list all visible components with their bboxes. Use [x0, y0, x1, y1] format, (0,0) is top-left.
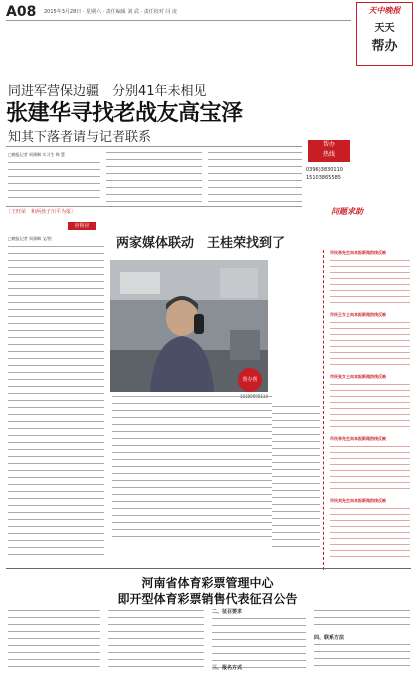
subsection-title: 四、联系方法	[314, 635, 345, 641]
body-text-col	[8, 246, 104, 566]
page-number: A08	[6, 4, 37, 20]
header-rule	[6, 20, 351, 21]
section-tag: 应相应	[68, 222, 96, 230]
hotline-label: 热线	[322, 151, 335, 158]
body-text-col	[112, 396, 272, 546]
body-text-col	[314, 644, 410, 674]
side-item-title: 市民李先生向本报新闻热线反映	[330, 250, 386, 255]
side-item-title: 市民王女士向本报新闻热线反映	[330, 312, 386, 317]
stamp-badge: 帮办帮	[238, 368, 262, 392]
subhead: 知其下落者请与记者联系	[8, 130, 152, 145]
headline: 张建华寻找老战友高宝泽	[6, 101, 243, 126]
body-text-col	[208, 152, 302, 206]
body-text-col	[8, 610, 100, 674]
hotline-box	[306, 140, 356, 202]
subsection-title: 三、报名方式	[212, 665, 243, 671]
section-label: 〔王旺荣 和两孩子川平为报〕	[6, 209, 77, 215]
side-column	[323, 250, 412, 570]
body-text-col	[108, 610, 204, 674]
phone-list	[306, 166, 356, 182]
date-line: 2015年3月28日 · 星期六 · 责任编辑 刘 武 · 责任校对 闫 凌	[44, 9, 177, 15]
divider	[6, 568, 411, 569]
byline: □晚报记者 周满琳 文/图	[8, 236, 52, 241]
body-text-col	[314, 610, 410, 632]
bottom-headline: 即开型体育彩票销售代表征召公告	[117, 592, 298, 606]
side-item-title: 市民张女士向本报新闻热线反映	[330, 374, 386, 379]
byline: □晚报记者 周满琳 实习生 韩 慧	[8, 152, 65, 157]
kicker: 同进军营保边疆 分别41年未相见	[8, 84, 207, 99]
subsection-title: 二、征召要求	[212, 609, 243, 615]
side-item-title: 市民李先生向本报新闻热线反映	[330, 436, 386, 441]
headline: 两家媒体联动 王桂荣找到了	[116, 236, 286, 251]
body-text-col	[8, 162, 100, 206]
divider	[6, 206, 302, 207]
brand-name: 天中晚报	[368, 5, 401, 15]
divider	[6, 146, 302, 147]
brand-line: 帮办	[371, 39, 398, 54]
bottom-headline: 河南省体育彩票管理中心	[141, 576, 274, 590]
brand-logo	[356, 2, 413, 66]
phone-number: 15103865585	[306, 175, 341, 181]
section-title: 问题求助	[331, 207, 363, 216]
side-item-title: 市民刘先生向本报新闻热线反映	[330, 498, 386, 503]
body-text-col	[272, 406, 320, 562]
phone-number: 0396)3830110	[306, 167, 343, 173]
hotline-badge	[308, 140, 350, 162]
hotline-label: 帮办	[322, 141, 335, 148]
body-text-col	[106, 152, 202, 206]
brand-line: 天天	[374, 23, 395, 34]
